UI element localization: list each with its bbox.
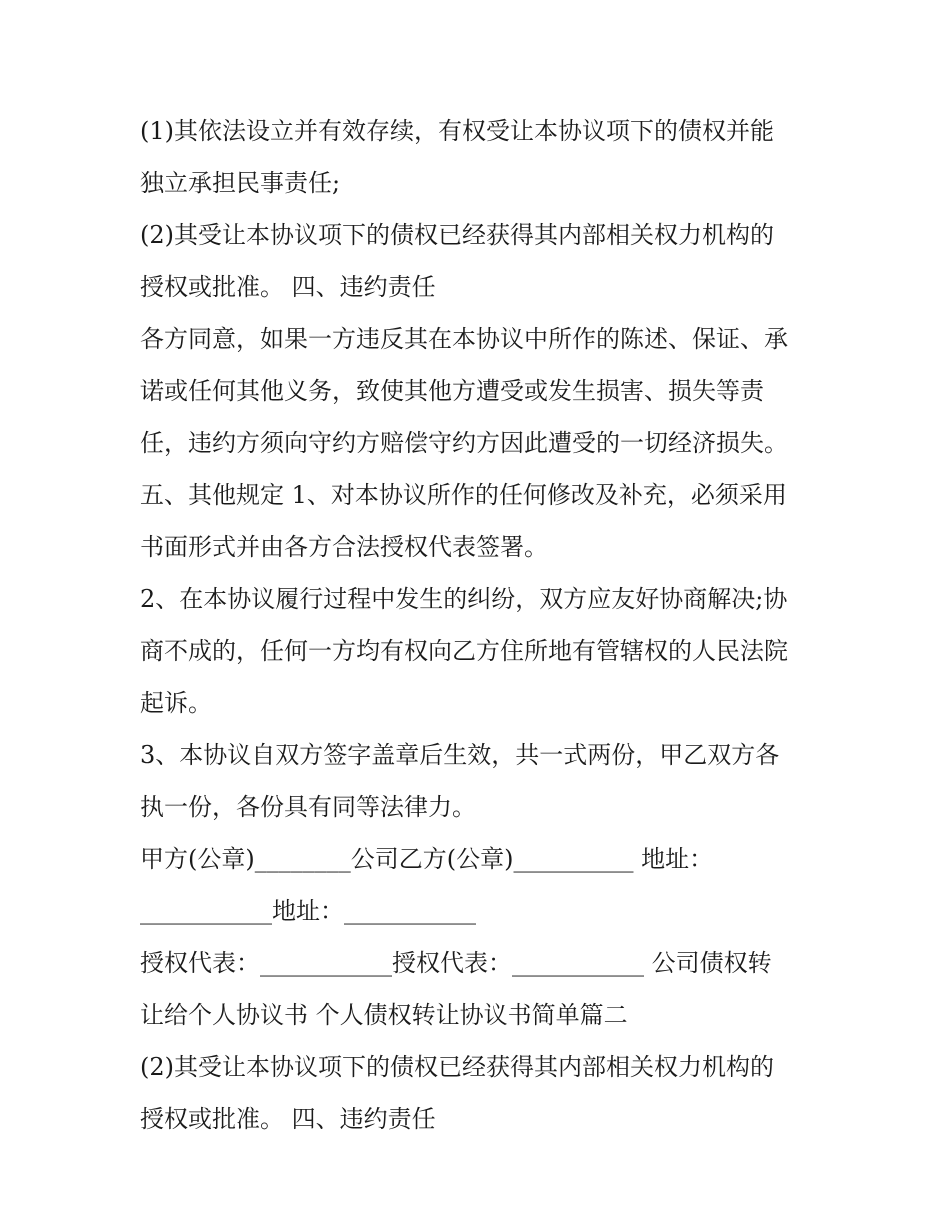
text-line: 商不成的，任何一方均有权向乙方住所地有管辖权的人民法院 [140,637,788,665]
text-line: (1)其依法设立并有效存续，有权受让本协议项下的债权并能 [140,117,774,145]
text-line: 2、在本协议履行过程中发生的纠纷，双方应友好协商解决;协 [140,585,788,613]
text-line: 任，违约方须向守约方赔偿守约方因此遭受的一切经济损失。 [140,429,788,457]
text-line: 授权或批准。 四、违约责任 [140,1105,436,1133]
document-body [140,105,830,1145]
text-line: 授权代表：___________授权代表：___________ 公司债权转 [140,949,772,977]
text-line: 执一份，各份具有同等法律力。 [140,793,476,821]
text-line: 甲方(公章)________公司乙方(公章)__________ 地址： [140,845,714,873]
text-line: 五、其他规定 1、对本协议所作的任何修改及补充，必须采用 [140,481,787,509]
text-line: 书面形式并由各方合法授权代表签署。 [140,533,548,561]
text-line: 让给个人协议书 个人债权转让协议书简单篇二 [140,1001,628,1029]
text-line: (2)其受让本协议项下的债权已经获得其内部相关权力机构的 [140,1053,774,1081]
text-line: 各方同意，如果一方违反其在本协议中所作的陈述、保证、承 [140,325,788,353]
text-line: 3、本协议自双方签字盖章后生效，共一式两份，甲乙双方各 [140,741,780,769]
text-line: 起诉。 [140,689,212,717]
text-line: 独立承担民事责任; [140,169,341,197]
text-line: (2)其受让本协议项下的债权已经获得其内部相关权力机构的 [140,221,774,249]
text-line: 诺或任何其他义务，致使其他方遭受或发生损害、损失等责 [140,377,764,405]
text-line: ___________地址：___________ [140,897,476,925]
text-line: 授权或批准。 四、违约责任 [140,273,436,301]
